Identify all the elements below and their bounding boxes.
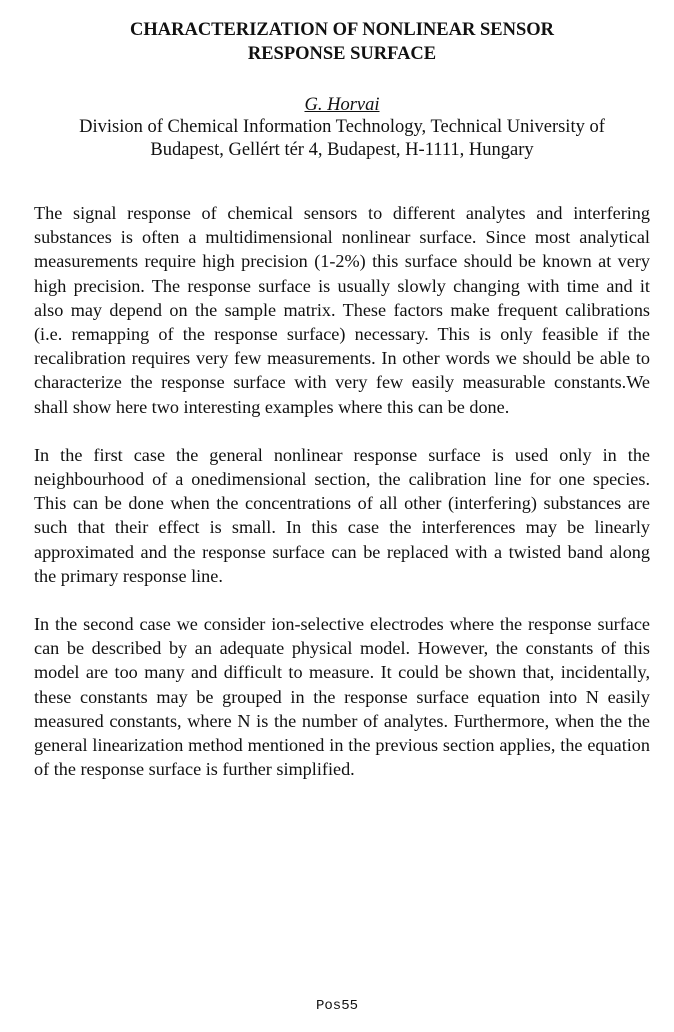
affiliation-line-1: Division of Chemical Information Technology, Technical University of — [79, 117, 605, 137]
abstract-body — [34, 201, 650, 781]
paragraph-3: In the second case we consider ion-selective electrodes where the response surface can be described by an adequate physical model. However, the constants of this model are too many and difficult to measure. It could be shown that, incidentally, these constants may be grouped in the response surface equation into N easily measured constants, where N is the number of analytes. Furthermore, when the the general linearization method mentioned in the previous section applies, the equation of the response surface is further simplified. — [34, 614, 650, 780]
title-line-1: CHARACTERIZATION OF NONLINEAR SENSOR — [129, 20, 555, 40]
paper-title — [34, 18, 650, 66]
affiliation — [34, 116, 650, 162]
paragraph-2: In the first case the general nonlinear response surface is used only in the neighbourhood of a onedimensional section, the calibration line for one species. This can be done when the concentrations of all other (interfering) substances are such that their effect is small. In this case the interferences may be linearly approximated and the response surface can be replaced with a twisted band along the primary response line. — [34, 444, 650, 586]
page-number-label: Pos55 — [315, 998, 358, 1014]
affiliation-line-2: Budapest, Gellért tér 4, Budapest, H-1111, Hungary — [150, 140, 534, 160]
paragraph-1: The signal response of chemical sensors to different analytes and interfering substances is often a multidimensional nonlinear surface. Since most analytical measurements require high precision (1-2%) this surface should be known at very high precision. The response surface is usually slowly changing with time and it also may depend on the sample matrix. These factors make frequent calibrations (i.e. remapping of the response surface) necessary. This is only feasible if the recalibration requires very few measurements. In other words we should be able to characterize the response surface with very few easily measurable constants.We shall show here two interesting examples where this can be done. — [34, 203, 650, 417]
document-page — [34, 18, 650, 805]
author-name: G. Horvai — [304, 95, 380, 115]
title-line-2: RESPONSE SURFACE — [247, 44, 437, 64]
